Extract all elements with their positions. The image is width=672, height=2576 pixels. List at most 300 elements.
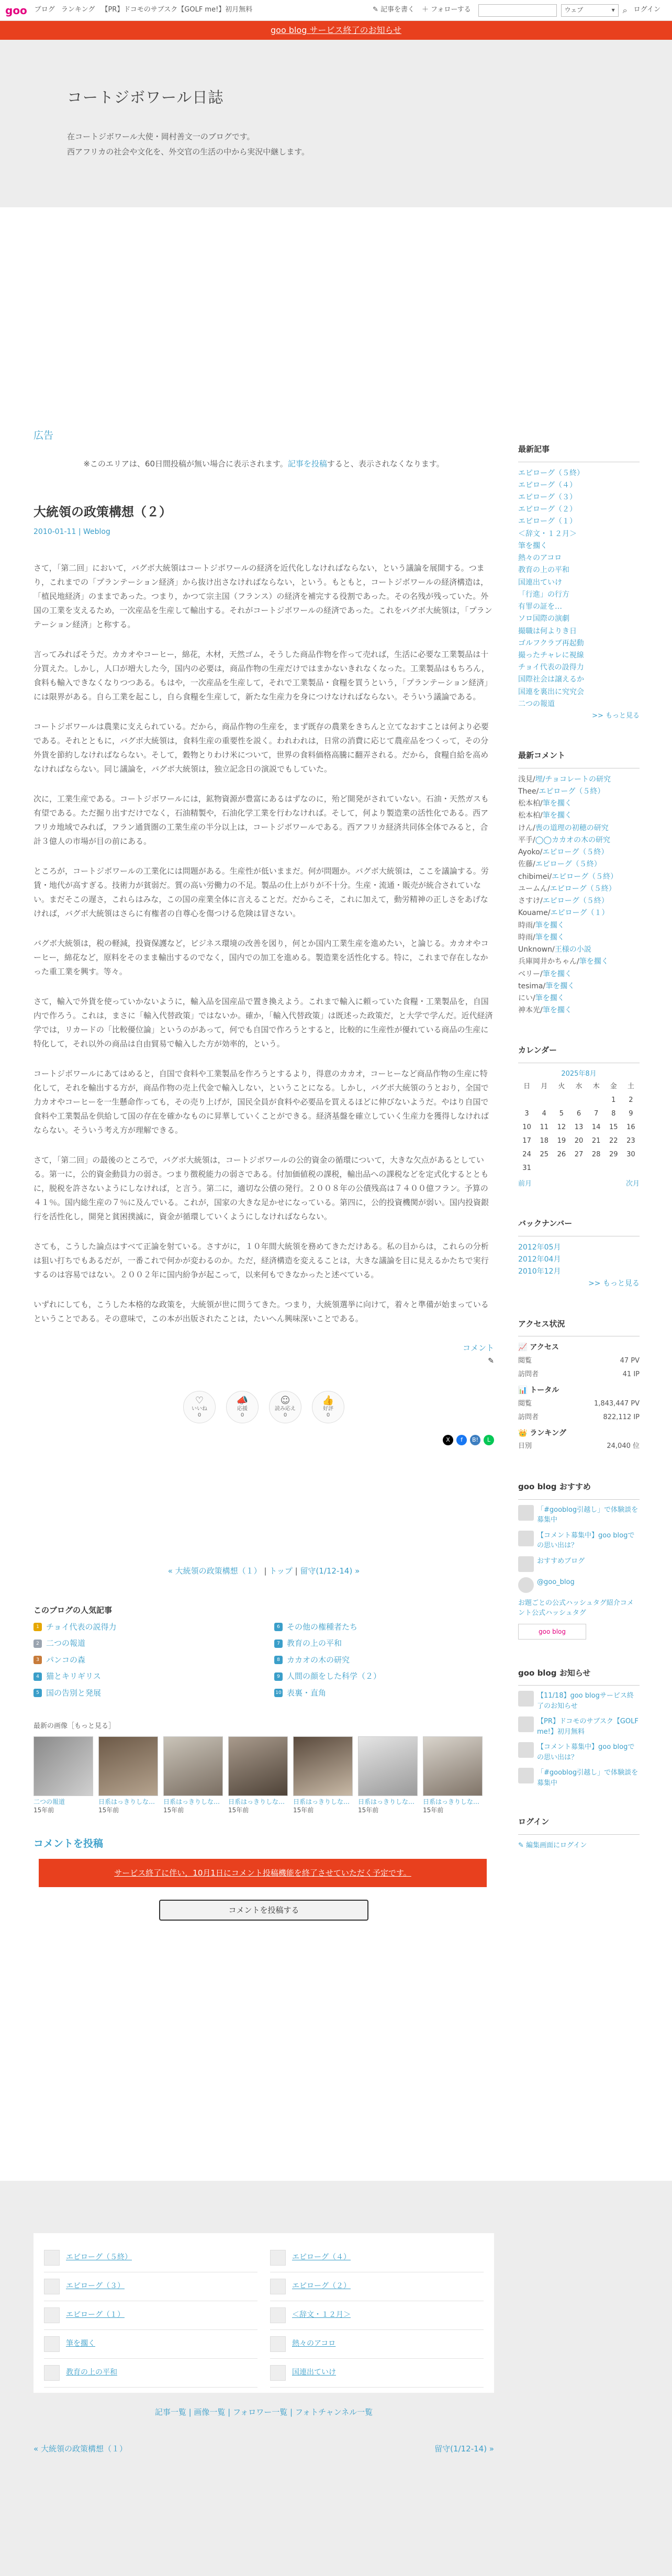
entry-paragraph: コートジボワールにあてはめると，自国で食料や工業製品を作ろうとするより，得意のカカオ，コーヒーなど商品作物の生産に特化して，それを輸出する方が，商品作物の売上代金で輸入しない，ということになる。しかし，バグボ大統領のうとおり，全国で力カオやコーヒーを一生懸命作っても，その売り上げが，国民全員が食料や必要品を買えるほどに伸びないようだ。やはり自国で食料や工業製品を供給して国の存在を確かなものに昇華していくことができる。経済基盤を確立していく生産力を獲得しなければならない。そういう考え方が理解できる。 [33, 1069, 489, 1135]
calendar-day [570, 1162, 587, 1175]
login-block [518, 1815, 640, 1852]
recent-comment-item [518, 968, 640, 980]
bottom-article-item[interactable] [270, 2244, 484, 2272]
x-share-icon[interactable]: X [443, 1435, 453, 1445]
image-caption[interactable]: 日系はっきりしな… [423, 1798, 480, 1806]
calendar-day: 10 [522, 1123, 531, 1132]
comment-author: 時雨 [518, 921, 533, 930]
recent-heading: 最新記事 [518, 443, 640, 462]
calendar-day: 24 [522, 1151, 531, 1159]
news-item[interactable] [518, 1742, 640, 1763]
access-row [518, 1411, 640, 1424]
calendar-day: 15 [609, 1123, 618, 1132]
recent-comment-item [518, 993, 640, 1005]
comment-list [518, 774, 640, 1017]
comment-author: chibimei [518, 872, 550, 881]
access-today-label: アクセス [530, 1343, 559, 1352]
login-link[interactable]: ログイン [633, 6, 660, 14]
document-icon [44, 2336, 60, 2352]
search-icon[interactable]: ⌕ [622, 5, 628, 15]
bottom-article-item[interactable] [270, 2330, 484, 2359]
comment-separator: / [540, 1006, 543, 1015]
recent-article-item[interactable]: エピローグ（３） [518, 493, 577, 501]
comment-article-link[interactable]: 王様の小説 [554, 945, 591, 954]
recommend-item-label: おすすめブログ [537, 1557, 585, 1565]
popular-item[interactable] [33, 1654, 274, 1667]
popular-item-link[interactable]: 猫とキリギリス [46, 1671, 101, 1681]
recommend-heading: goo blog おすすめ [518, 1480, 640, 1500]
popular-item[interactable] [274, 1670, 484, 1683]
recent-article-item[interactable]: エピローグ（４） [518, 481, 577, 489]
news-thumbnail [518, 1691, 534, 1707]
document-icon [44, 2307, 60, 2323]
calendar-week [518, 1107, 640, 1121]
rank-icon: 8 [274, 1656, 283, 1664]
calendar-day [535, 1094, 553, 1107]
comment-article-link[interactable]: エピローグ（５終） [542, 848, 609, 857]
comment-separator: / [540, 897, 543, 906]
recent-article-item[interactable]: 二つの報道 [518, 699, 555, 708]
image-caption[interactable]: 日系はっきりしな… [98, 1798, 155, 1806]
comment-author: Ayoko [518, 848, 540, 857]
search-scope-select[interactable] [561, 4, 619, 17]
ad-note-link[interactable]: 記事を投稿 [287, 459, 327, 469]
calendar-day: 12 [557, 1123, 566, 1132]
popular-item[interactable] [33, 1670, 274, 1683]
reaction-label: 読み応え [275, 1406, 296, 1412]
calendar-day: 17 [522, 1137, 531, 1145]
popular-item[interactable] [33, 1637, 274, 1651]
bottom-links[interactable]: 記事一覧 | 画像一覧 | フォロワー一覧 | フォトチャンネル一覧 [154, 2407, 373, 2417]
comment-article-link[interactable]: 筆を擱く [535, 933, 565, 942]
recent-articles [518, 443, 640, 722]
access-heading: アクセス状況 [518, 1318, 640, 1337]
bottom-next-link[interactable]: 留守(1/12-14) » [434, 2444, 494, 2454]
entry-meta: 2010-01-11 | Weblog [33, 527, 110, 536]
blog-header [0, 40, 672, 207]
calendar-weekday: 水 [575, 1083, 583, 1091]
comment-closing-notice[interactable]: サービス終了に伴い，10月1日にコメント投稿機能を終了させていただく予定です。 [39, 1859, 487, 1887]
comment-article-link[interactable]: 筆を擱く [542, 799, 572, 808]
calendar-day: 31 [522, 1164, 531, 1173]
edit-icon: ✎ [518, 1841, 527, 1849]
comment-separator: / [549, 872, 552, 881]
popular-item[interactable] [274, 1637, 484, 1651]
recent-article-item[interactable]: 有罪の証を… [518, 603, 562, 611]
bottom-article-item[interactable] [270, 2272, 484, 2301]
calendar-day: 29 [609, 1151, 618, 1159]
reaction-cheer-button[interactable] [226, 1391, 259, 1423]
thumbnail-image[interactable] [33, 1736, 93, 1796]
calendar-next-link[interactable]: 次月 [625, 1180, 640, 1188]
recent-article-item[interactable]: 教育の上の平和 [518, 566, 569, 575]
reaction-good-button[interactable] [312, 1391, 344, 1423]
recent-comment-item [518, 980, 640, 993]
rank-icon: 7 [274, 1640, 283, 1648]
entry-body [33, 561, 494, 1326]
image-caption[interactable]: 日系はっきりしな… [163, 1798, 220, 1806]
topbar-link-ranking[interactable]: ランキング [61, 6, 95, 14]
popular-item[interactable] [274, 1687, 484, 1700]
latest-image[interactable] [228, 1736, 288, 1814]
recommend-item[interactable] [518, 1531, 640, 1551]
thumbnail-image[interactable] [423, 1736, 483, 1796]
comments-heading: 最新コメント [518, 749, 640, 768]
comment-link-row [33, 1342, 494, 1355]
image-date: 15年前 [33, 1806, 54, 1814]
goo-news [518, 1667, 640, 1789]
access-row-value: 47 PV [620, 1356, 640, 1365]
bottom-article-link[interactable]: 教育の上の平和 [66, 2368, 117, 2377]
comment-article-link[interactable]: エピローグ（５終） [552, 872, 618, 881]
popular-item-link[interactable]: 人間の顔をした科学（２） [287, 1671, 382, 1681]
calendar-day: 20 [574, 1137, 584, 1145]
comment-separator: / [540, 848, 543, 857]
calendar-day: 8 [611, 1110, 616, 1118]
bottom-article-link[interactable]: 国連出ていけ [292, 2368, 336, 2377]
calendar-prev-link[interactable]: 前月 [518, 1180, 532, 1188]
news-item-label: 【11/18】goo blogサービス終了のお知らせ [537, 1692, 634, 1710]
calendar-day: 5 [559, 1110, 564, 1118]
recent-comment-item [518, 1005, 640, 1017]
recommend-item[interactable] [518, 1577, 640, 1593]
news-item-label: 【コメント募集中】goo blogでの思い出は？ [537, 1743, 635, 1761]
comment-separator: / [533, 823, 535, 832]
post-comment-button[interactable]: コメントを投稿する [159, 1900, 368, 1921]
chevron-down-icon: ▾ [611, 6, 615, 14]
bottom-article-link[interactable]: エピローグ（３） [66, 2282, 125, 2291]
recent-article-item[interactable]: エピローグ（１） [518, 517, 577, 526]
popular-item[interactable] [274, 1621, 484, 1634]
ad-heading: 広告 [33, 430, 54, 441]
recommendations [518, 1480, 640, 1640]
thumbnail-image[interactable] [163, 1736, 223, 1796]
backnumber-item[interactable]: 2012年05月 [518, 1243, 561, 1252]
calendar-day [518, 1094, 535, 1107]
reaction-read-button[interactable] [269, 1391, 301, 1423]
calendar-day [535, 1162, 553, 1175]
login-editor-link[interactable]: 編集画面にログイン [526, 1841, 587, 1849]
access-row-value: 1,843,447 PV [593, 1399, 640, 1408]
prev-entry-link[interactable]: « 大統領の政策構想（１） [167, 1566, 262, 1576]
document-icon [270, 2307, 286, 2323]
entry-paragraph: さて，「第二回」の最後のところで，バグボ大統領は，コートジボワールの公的資金の循環について，大きな欠点があるとしている。第一に，公的資金動員力の弱さ。つまり徴税能力の弱さである。付加価値税の課税，輸出品への課税などを定式化するとともに，脱税を許さないようにしなければ，と言う。第二に，適切な公債の発行。２００８年の公債残高は７４００億フラン。予算の４１％。国内総生産の７％に及んでいる。これが，国家の大きな足かせになっている。第四に，公的投資機関が弱い。国内投資銀行を活性化し，開発と貧困撲滅に，資金が循環していくようにしなければならない。 [33, 1155, 489, 1222]
recent-article-item[interactable]: ゴルフクラブ再起動 [518, 639, 584, 648]
image-date: 15年前 [423, 1806, 444, 1814]
comment-article-link[interactable]: ◯◯カカオの木の研究 [535, 835, 611, 844]
recent-article-item[interactable]: 国連出ていけ [518, 578, 562, 587]
popular-item-link[interactable]: 二つの報道 [46, 1638, 86, 1648]
news-item[interactable] [518, 1768, 640, 1788]
follow-label: フォローする [430, 6, 471, 14]
recent-comment-item [518, 798, 640, 810]
latest-image[interactable] [358, 1736, 418, 1814]
bottom-prev-link[interactable]: « 大統領の政策構想（１） [33, 2444, 127, 2454]
chart-icon: 📈 [518, 1343, 530, 1352]
recent-article-item[interactable]: チョイ代表の設得力 [518, 663, 584, 672]
calendar-weekday: 火 [558, 1083, 565, 1091]
recent-article-item[interactable]: 熱々のアコロ [518, 554, 562, 563]
bottom-article-link[interactable]: エピローグ（４） [292, 2253, 351, 2262]
calendar-day [605, 1162, 622, 1175]
recent-article-item[interactable]: ＜辞文・１２月＞ [518, 529, 577, 538]
image-caption[interactable]: 日系はっきりしな… [228, 1798, 285, 1806]
recent-comment-item [518, 895, 640, 907]
blog-description-line1: 在コートジボワール大使・岡村善文一のブログです。 [67, 132, 255, 142]
calendar-day: 19 [557, 1137, 566, 1145]
thumbnail-image[interactable] [293, 1736, 353, 1796]
post-comment-heading: コメントを投稿 [33, 1838, 104, 1850]
goo-logo[interactable]: goo [5, 4, 27, 17]
rank-crown-icon: 3 [33, 1656, 42, 1664]
comment-article-link[interactable]: 筆を擱く [535, 994, 565, 1002]
image-date: 15年前 [358, 1806, 379, 1814]
ad-note [33, 458, 494, 471]
document-icon [44, 2279, 60, 2294]
sidebar [518, 443, 640, 1879]
thumbnail-image[interactable] [358, 1736, 418, 1796]
bottom-article-item[interactable] [44, 2244, 257, 2272]
calendar-weekday: 月 [541, 1083, 548, 1091]
calendar-day: 14 [591, 1123, 601, 1132]
access-row-label: 日別 [518, 1442, 532, 1451]
recent-article-item[interactable]: エピローグ（２） [518, 505, 577, 514]
goo-blog-banner[interactable]: goo blog [518, 1624, 586, 1640]
comment-link[interactable]: コメント [462, 1343, 494, 1353]
bottom-article-item[interactable] [270, 2301, 484, 2330]
recent-comment-item [518, 822, 640, 834]
recent-comment-item [518, 907, 640, 919]
rank-crown-icon: 2 [33, 1640, 42, 1648]
recent-article-item[interactable]: 「行進」の行方 [518, 590, 569, 599]
latest-images-heading[interactable]: 最新の画像［もっと見る］ [33, 1722, 116, 1731]
recent-more-row [518, 710, 640, 722]
bottom-article-item[interactable] [44, 2330, 257, 2359]
comment-article-link[interactable]: 筆を擱く [545, 982, 575, 990]
news-item[interactable] [518, 1691, 640, 1711]
comment-article-link[interactable]: 喪の道理の初穂の研究 [535, 823, 609, 832]
recent-article-item[interactable]: 筆を擱く [518, 541, 547, 550]
bottom-article-item[interactable] [44, 2272, 257, 2301]
news-thumbnail [518, 1716, 534, 1732]
comment-article-link[interactable]: 筆を擱く [579, 957, 609, 966]
blog-title[interactable]: コートジボワール日誌 [67, 88, 224, 106]
popular-item-link[interactable]: カカオの木の研究 [287, 1655, 350, 1665]
comment-article-link[interactable]: エピローグ（５終） [539, 787, 605, 796]
bottom-article-link[interactable]: 熱々のアコロ [292, 2339, 336, 2348]
calendar-week [518, 1121, 640, 1134]
calendar-day [588, 1094, 605, 1107]
comment-article-link[interactable]: 筆を擱く [542, 969, 572, 978]
line-share-icon[interactable]: L [484, 1435, 494, 1445]
comment-separator: / [536, 787, 539, 796]
topbar-link-blog[interactable]: ブログ [34, 6, 55, 14]
entry-paragraph: いずれにしても，こうした本格的な政策を，大統領が世に問うてきた。つまり，大統領選挙に向けて，着々と準備が始まっているということである。その意味で，この本が出版されたことは，たいへん興味深いことである。 [33, 1300, 489, 1324]
document-icon [44, 2250, 60, 2266]
entry-paragraph: 次に，工業生産である。コートジボワールには，鉱物資源が豊富にあるはずなのに，殆ど開発がされていない。石油・天然ガスも有望である。ただ掘り出すだけでなく，石油精製や，石油化学工業を行わなければ。そして，何より製造業の活性化である。西アフリカ地域でみれば，フラン通貨圏の工業生産の半分以上は，コートジボワールである。西アフリカ経済共同体全体でみると，合計３億人の市場が目の前にある。 [33, 794, 489, 846]
recommend-item[interactable] [518, 1556, 640, 1572]
recent-comment-item [518, 834, 640, 846]
comment-article-link[interactable]: 筆を擱く [535, 921, 565, 930]
entry-paragraph: さても，こうした論点はすべて正論を射ている。さすがに，１０年間大統領を務めてきただけある。私の目からは，これらの分析は狙い打ちでもあるだが，一番これで何かが変わるのか。ただ，経済構造を変えることは，大きな議論を目に見えるかたちで実行するのは容易ではない。２００２年に国内紛争が起こって，以来何もできなかったと述べている。 [33, 1242, 489, 1280]
access-ranking-heading [518, 1428, 640, 1440]
popular-articles [33, 1604, 494, 1700]
latest-image[interactable] [293, 1736, 353, 1814]
recommend-item[interactable] [518, 1505, 640, 1525]
thumbnail-image[interactable] [228, 1736, 288, 1796]
bottom-article-link[interactable]: エピローグ（２） [292, 2282, 351, 2291]
reaction-count: 0 [326, 1412, 330, 1419]
comment-separator: / [533, 860, 535, 869]
recent-comment-item [518, 920, 640, 932]
news-item-label: 「#gooblog引越し」で体験談を募集中 [537, 1769, 639, 1787]
image-caption[interactable]: 日系はっきりしな… [358, 1798, 415, 1806]
calendar-day: 22 [609, 1137, 618, 1145]
document-icon [44, 2365, 60, 2381]
comment-separator: / [533, 835, 535, 844]
comment-author: Thee [518, 787, 536, 796]
calendar-day [553, 1094, 570, 1107]
comment-article-link[interactable]: エピローグ（５終） [550, 884, 616, 893]
bottom-article-item[interactable] [270, 2359, 484, 2388]
top-link[interactable]: トップ [269, 1566, 293, 1576]
reaction-like-button[interactable] [183, 1391, 216, 1423]
calendar-day: 3 [524, 1110, 529, 1118]
comment-article-link[interactable]: エピローグ（５終） [535, 860, 601, 869]
access-row-value: 41 IP [622, 1370, 640, 1378]
image-caption[interactable]: 日系はっきりしな… [293, 1798, 350, 1806]
backnumber-more-link[interactable]: >> もっと見る [588, 1279, 640, 1288]
recent-more-link[interactable]: >> もっと見る [592, 712, 640, 720]
access-row-label: 訪問者 [518, 1413, 539, 1421]
news-item[interactable] [518, 1716, 640, 1737]
image-caption[interactable]: 二つの報道 [33, 1798, 65, 1806]
recent-article-item[interactable]: ソロ国際の演劇 [518, 615, 569, 623]
calendar-day: 28 [591, 1151, 601, 1159]
recent-comment-item [518, 871, 640, 883]
bottom-article-link[interactable]: エピローグ（１） [66, 2311, 125, 2319]
bottom-article-link[interactable]: 筆を擱く [66, 2339, 95, 2348]
recent-article-item[interactable]: 国際社会は譲えるか [518, 675, 584, 684]
comment-author: にい [518, 994, 533, 1002]
entry-title[interactable]: 大統領の政策構想（２） [33, 504, 172, 519]
calendar-day [622, 1162, 640, 1175]
comment-article-link[interactable]: エピローグ（１） [550, 909, 609, 918]
entry-paragraph: コートジボワールは農業に支えられている。だから，商品作物の生産を，まず既存の農業をきちんと立てなおすことは何より必要である。それとともに，バグボ大統領は，食料生産の重要性を説く。われわれは，日常の消費に応じて農産品をつくって，その分外貨を節約しなければならない。そして，穀物とりわけ米について，世界の食料価格高騰に翻弄される。だから，食糧自給を高めなければならない。同じ議論を，バグボ大統領は，独立記念日の演説でもしていた。 [33, 722, 489, 774]
comment-author: 時雨 [518, 933, 533, 942]
calendar-day: 27 [574, 1151, 584, 1159]
search-input[interactable] [478, 4, 557, 17]
pencil-icon: ✎ [373, 6, 378, 14]
calendar-day: 13 [574, 1123, 584, 1132]
edit-pencil-icon[interactable]: ✎ [488, 1356, 494, 1365]
entry-paragraph: ところが，コートジボワールの工業化には問題がある。生産性が低いままだ。何が問題か。バグボ大統領は，ここを議論する。労賃・地代が高すぎる。技術力が貧弱だ。質の高い労働力の不足。製品の仕上がりが不十分。生産・流通・販売が統合されていない。まだそこの遅さ，これらはみな，この国の産業全体に言えることだ。だからこそ，これに加えて，動労精神の正しさをあげなければ，バグボ大統領はさらに有権者の自尊心を傷つける危険は冒さない。 [33, 866, 489, 919]
bottom-article-grid [44, 2244, 484, 2388]
document-icon [270, 2250, 286, 2266]
comment-author: 神本光 [518, 1006, 540, 1015]
bottom-article-item[interactable] [44, 2359, 257, 2388]
recent-comments [518, 749, 640, 1017]
calendar-day: 6 [576, 1110, 581, 1118]
calendar-day: 9 [629, 1110, 633, 1118]
entry-paragraph: 言ってみればそうだ。カカオやコーヒー，綿花，木材，天然ゴム，そうした商品作物を作って売れば，生活に必要な工業製品は十分買えた。しかし，人口が増大した今，国内の必要は，商品作物の生産だけではまかないきれなくなった。工業製品はもちろん，食料も輸入できなくなりつつある。もはや，一次産品を生産して，それで工業製品・食糧を買うという，「プランテーション経済」には限界がある。自ら工業を起こし，自ら食糧を生産して，新たな生産力を身につけなければならない。そういう議論である。 [33, 650, 492, 702]
ad-note-pre: ※このエリアは、60日間投稿が無い場合に表示されます。 [83, 459, 288, 469]
bottom-article-item[interactable] [44, 2301, 257, 2330]
service-end-notice[interactable]: goo blog サービス終了のお知らせ [0, 21, 672, 40]
share-buttons [33, 1435, 494, 1445]
rank-icon: 6 [274, 1623, 283, 1631]
reaction-label: 好評 [323, 1406, 333, 1412]
comment-author: ベリー [518, 969, 540, 978]
recent-list [518, 467, 640, 711]
popular-item-link[interactable]: 国の告別と発展 [46, 1688, 102, 1698]
latest-image[interactable] [33, 1736, 93, 1814]
recent-article-item[interactable]: 国連を裏出に究究会 [518, 687, 584, 696]
write-article-button[interactable] [373, 4, 415, 16]
latest-image[interactable] [163, 1736, 223, 1814]
recommend-note[interactable]: お題ごとの公式ハッシュタグ紹介コメント公式ハッシュタグ [518, 1599, 634, 1618]
popular-item-link[interactable]: その他の権種者たち [287, 1622, 358, 1632]
backnumber-item[interactable]: 2012年04月 [518, 1255, 561, 1264]
access-row-value: 24,040 位 [607, 1442, 640, 1451]
next-entry-link[interactable]: 留守(1/12-14) » [300, 1566, 360, 1576]
recent-article-item[interactable]: 撮ったチャレに視線 [518, 651, 584, 660]
facebook-share-icon[interactable]: f [456, 1435, 467, 1445]
hatena-share-icon[interactable]: B! [470, 1435, 480, 1445]
comment-author: 松本柏 [518, 811, 540, 820]
topbar-link-pr[interactable]: 【PR】ドコモのサブスク【GOLF me!】初月無料 [101, 6, 253, 14]
thumbs-up-icon: 👍 [322, 1395, 334, 1406]
popular-item[interactable] [33, 1621, 274, 1634]
popular-item-link[interactable]: 表裏・直角 [287, 1688, 327, 1698]
entry-category[interactable]: Weblog [83, 527, 110, 536]
recommend-item-label: @goo_blog [537, 1578, 575, 1586]
popular-item-link[interactable]: パンコの森 [46, 1655, 86, 1665]
calendar-day: 25 [540, 1151, 548, 1159]
recommend-thumbnail [518, 1531, 534, 1546]
follow-icon: ＋ [421, 6, 429, 14]
popular-item-link[interactable]: 教育の上の平和 [287, 1638, 342, 1648]
calendar-day: 16 [626, 1123, 635, 1132]
comment-article-link[interactable]: 筆を擱く [542, 811, 572, 820]
popular-item-link[interactable]: チョイ代表の説得力 [46, 1622, 117, 1632]
recent-article-item[interactable]: エピローグ（５終） [518, 469, 584, 477]
comment-article-link[interactable]: 埋/チョコレートの研究 [535, 775, 611, 784]
back-numbers [518, 1217, 640, 1290]
comment-article-link[interactable]: 筆を擱く [542, 1006, 572, 1015]
access-today-heading [518, 1342, 640, 1354]
bottom-article-link[interactable]: エピローグ（５終） [66, 2253, 132, 2262]
calendar-day: 18 [540, 1137, 548, 1145]
document-icon [270, 2336, 286, 2352]
twitter-avatar [518, 1577, 534, 1593]
latest-image[interactable] [423, 1736, 483, 1814]
backnumber-item[interactable]: 2010年12月 [518, 1267, 561, 1276]
popular-item[interactable] [33, 1687, 274, 1700]
bottom-article-link[interactable]: ＜辞文・１２月＞ [292, 2311, 351, 2319]
follow-button[interactable] [422, 4, 471, 16]
recent-comment-item [518, 858, 640, 871]
ad-note-post: すると、表示されなくなります。 [327, 459, 444, 469]
backnumber-list [518, 1242, 640, 1290]
thumbnail-image[interactable] [98, 1736, 158, 1796]
comment-article-link[interactable]: エピローグ（５終） [542, 897, 609, 906]
recent-article-item[interactable]: 撮職は何よりき日 [518, 627, 577, 635]
access-row-label: 閲覧 [518, 1356, 532, 1365]
latest-image[interactable] [98, 1736, 158, 1814]
popular-item[interactable] [274, 1654, 484, 1667]
comment-separator: / [552, 945, 555, 954]
